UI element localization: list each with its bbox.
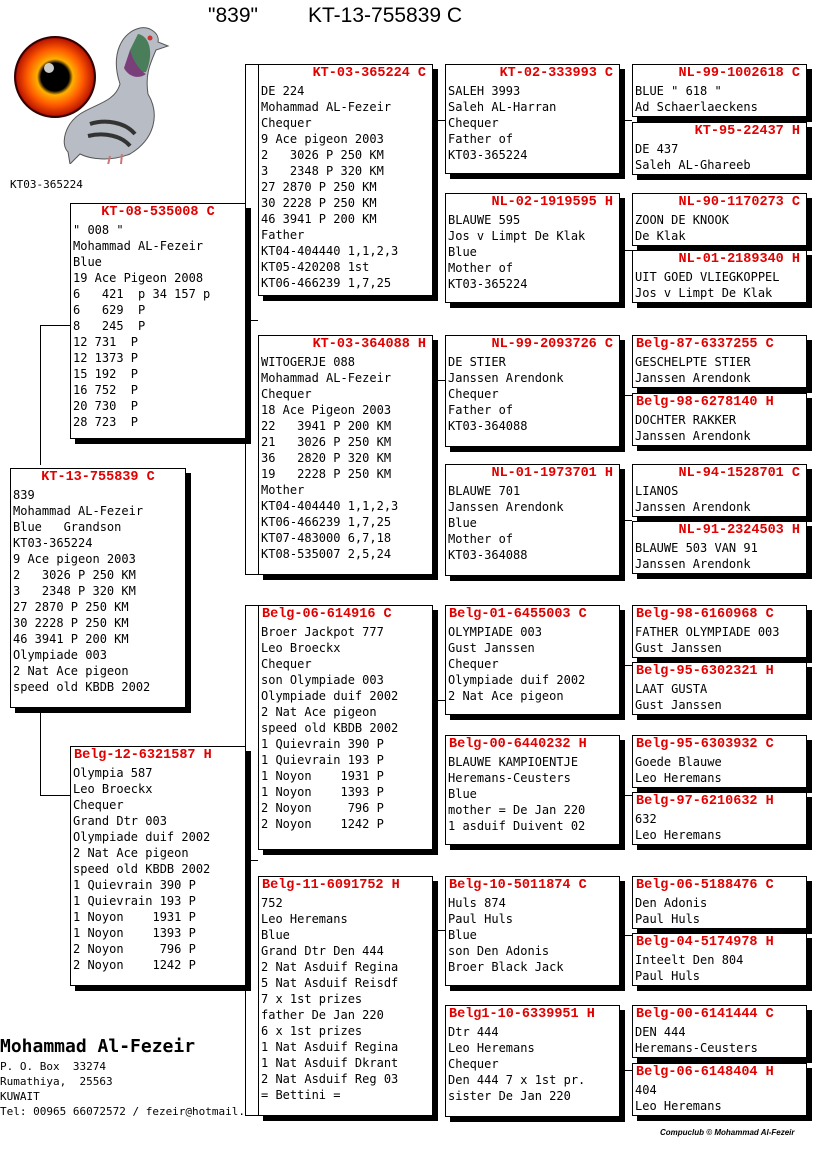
subject-details xyxy=(11,487,185,695)
detail-line: KT03-365224 xyxy=(448,277,528,291)
detail-line: Blue xyxy=(448,245,477,259)
grandparent-card[interactable] xyxy=(258,605,433,850)
pigeon-details xyxy=(259,83,432,291)
detail-line: Chequer xyxy=(261,387,312,401)
grandparent-card[interactable] xyxy=(258,64,433,296)
detail-line: 9 Ace pigeon 2003 xyxy=(13,552,136,566)
detail-line: Chequer xyxy=(448,657,499,671)
ancestor-card[interactable] xyxy=(632,193,807,246)
ring-number: Belg1-10-6339951 H xyxy=(449,1007,595,1022)
detail-line: sister De Jan 220 xyxy=(448,1089,571,1103)
ring-number: Belg-06-614916 C xyxy=(262,607,392,622)
detail-line: LIANOS xyxy=(635,484,679,498)
detail-line: Leo Heremans xyxy=(635,771,722,785)
detail-line: OLYMPIADE 003 xyxy=(448,625,542,639)
detail-line: 30 2228 P 250 KM xyxy=(13,616,129,630)
detail-line: Leo Broeckx xyxy=(73,782,153,796)
detail-line: KT08-535007 2,5,24 xyxy=(261,547,392,561)
pigeon-details xyxy=(633,624,806,656)
detail-line: " 008 " xyxy=(73,223,124,237)
detail-line: 2 Noyon 1242 P xyxy=(73,958,196,972)
detail-line: KT07-483000 6,7,18 xyxy=(261,531,392,545)
detail-line: 2 Noyon 796 P xyxy=(73,942,196,956)
detail-line: 16 752 P xyxy=(73,383,139,397)
detail-line: WITOGERJE 088 xyxy=(261,355,355,369)
pigeon-details xyxy=(633,269,806,301)
detail-line: Olympiade duif 2002 xyxy=(448,673,586,687)
ring-number: NL-02-1919595 H xyxy=(491,195,613,210)
detail-line: 21 3026 P 250 KM xyxy=(261,435,392,449)
detail-line: 8 245 P xyxy=(73,319,146,333)
detail-line: 46 3941 P 200 KM xyxy=(13,632,129,646)
ancestor-card[interactable] xyxy=(632,250,807,303)
great-grandparent-card[interactable] xyxy=(445,64,620,174)
detail-line: Heremans-Ceusters xyxy=(448,771,571,785)
ancestor-card[interactable] xyxy=(632,792,807,845)
detail-line: 3 2348 P 320 KM xyxy=(13,584,136,598)
detail-line: 2 Nat Asduif Reg 03 xyxy=(261,1072,399,1086)
logo-caption: KT03-365224 xyxy=(10,178,83,191)
detail-line: 9 Ace pigeon 2003 xyxy=(261,132,384,146)
pigeon-details xyxy=(633,483,806,515)
ancestor-card[interactable] xyxy=(632,933,807,986)
detail-line: 5 Nat Asduif Reisdf xyxy=(261,976,399,990)
detail-line: mother = De Jan 220 xyxy=(448,803,586,817)
detail-line: Janssen Arendonk xyxy=(635,429,751,443)
ring-number: Belg-01-6455003 C xyxy=(449,607,587,622)
detail-line: Blue xyxy=(448,516,477,530)
detail-line: BLAUWE KAMPIOENTJE xyxy=(448,755,579,769)
dam-details xyxy=(71,765,245,973)
detail-line: DE 224 xyxy=(261,84,305,98)
detail-line: Chequer xyxy=(261,657,312,671)
detail-line: Janssen Arendonk xyxy=(635,557,751,571)
ring-number: Belg-06-6148404 H xyxy=(636,1065,774,1080)
pigeon-details xyxy=(446,624,619,704)
detail-line: Father of xyxy=(448,132,514,146)
detail-line: 28 723 P xyxy=(73,415,139,429)
pigeon-details xyxy=(259,895,432,1103)
detail-line: 1 Quievrain 193 P xyxy=(261,753,384,767)
detail-line: GESCHELPTE STIER xyxy=(635,355,751,369)
ring-number: Belg-10-5011874 C xyxy=(449,878,587,893)
detail-line: 2 Noyon 1242 P xyxy=(261,817,384,831)
detail-line: Father xyxy=(261,228,305,242)
ancestor-card[interactable] xyxy=(632,464,807,517)
detail-line: KT06-466239 1,7,25 xyxy=(261,276,392,290)
ring-number: NL-94-1528701 C xyxy=(678,466,800,481)
detail-line: speed old KBDB 2002 xyxy=(261,721,399,735)
ring-number-header: KT-13-755839 C xyxy=(308,4,463,27)
ring-number: Belg-95-6303932 C xyxy=(636,737,774,752)
detail-line: De Klak xyxy=(635,229,686,243)
detail-line: Grand Dtr Den 444 xyxy=(261,944,384,958)
pigeon-details xyxy=(633,83,806,115)
detail-line: 2 Nat Asduif Regina xyxy=(261,960,399,974)
detail-line: Paul Huls xyxy=(448,912,514,926)
detail-line: Olympia 587 xyxy=(73,766,153,780)
detail-line: ZOON DE KNOOK xyxy=(635,213,729,227)
detail-line: Gust Janssen xyxy=(448,641,535,655)
detail-line: Janssen Arendonk xyxy=(635,371,751,385)
ring-number: NL-99-2093726 C xyxy=(491,337,613,352)
detail-line: 20 730 P xyxy=(73,399,139,413)
detail-line: father De Jan 220 xyxy=(261,1008,384,1022)
detail-line: BLAUWE 701 xyxy=(448,484,521,498)
detail-line: Mohammad AL-Fezeir xyxy=(261,371,392,385)
detail-line: Mohammad AL-Fezeir xyxy=(13,504,144,518)
pigeon-details xyxy=(259,624,432,832)
detail-line: Blue xyxy=(261,928,290,942)
ancestor-card[interactable] xyxy=(632,1005,807,1058)
detail-line: 22 3941 P 200 KM xyxy=(261,419,392,433)
ring-number: NL-91-2324503 H xyxy=(678,523,800,538)
address-line: P. O. Box 33274 xyxy=(0,1060,106,1073)
detail-line: Olympiade duif 2002 xyxy=(73,830,211,844)
pigeon-details xyxy=(633,412,806,444)
detail-line: 3 2348 P 320 KM xyxy=(261,164,384,178)
detail-line: Saleh AL-Ghareeb xyxy=(635,158,751,172)
ring-number: Belg-00-6141444 C xyxy=(636,1007,774,1022)
pigeon-details xyxy=(633,952,806,984)
detail-line: KT04-404440 1,1,2,3 xyxy=(261,244,399,258)
ancestor-card[interactable] xyxy=(632,335,807,388)
detail-line: Chequer xyxy=(261,116,312,130)
detail-line: 19 2228 P 250 KM xyxy=(261,467,392,481)
detail-line: Huls 874 xyxy=(448,896,506,910)
subject-ring: KT-13-755839 C xyxy=(41,470,155,485)
detail-line: BLUE " 618 " xyxy=(635,84,722,98)
ring-number: Belg-11-6091752 H xyxy=(262,878,400,893)
ring-number: Belg-98-6160968 C xyxy=(636,607,774,622)
ancestor-card[interactable] xyxy=(632,605,807,658)
ancestor-card[interactable] xyxy=(632,876,807,929)
detail-line: DOCHTER RAKKER xyxy=(635,413,737,427)
pigeon-details xyxy=(259,354,432,562)
detail-line: Jos v Limpt De Klak xyxy=(448,229,586,243)
detail-line: Leo Broeckx xyxy=(261,641,341,655)
detail-line: son Olympiade 003 xyxy=(261,673,384,687)
detail-line: Blue xyxy=(448,787,477,801)
detail-line: Broer Black Jack xyxy=(448,960,564,974)
detail-line: Broer Jackpot 777 xyxy=(261,625,384,639)
pigeon-details xyxy=(446,83,619,163)
ring-number: KT-03-365224 C xyxy=(312,66,426,81)
detail-line: Chequer xyxy=(448,1057,499,1071)
detail-line: Olympiade 003 xyxy=(13,648,107,662)
detail-line: 404 xyxy=(635,1083,657,1097)
detail-line: Dtr 444 xyxy=(448,1025,499,1039)
pigeon-details xyxy=(446,354,619,434)
detail-line: Jos v Limpt De Klak xyxy=(635,286,773,300)
detail-line: Ad Schaerlaeckens xyxy=(635,100,758,114)
detail-line: 2 Nat Ace pigeon xyxy=(448,689,564,703)
great-grandparent-card[interactable] xyxy=(445,193,620,303)
detail-line: speed old KBDB 2002 xyxy=(73,862,211,876)
detail-line: Paul Huls xyxy=(635,912,701,926)
detail-line: speed old KBDB 2002 xyxy=(13,680,151,694)
detail-line: Janssen Arendonk xyxy=(448,500,564,514)
detail-line: 1 Nat Asduif Regina xyxy=(261,1040,399,1054)
detail-line: KT03-364088 xyxy=(448,548,528,562)
detail-line: son Den Adonis xyxy=(448,944,550,958)
detail-line: Leo Heremans xyxy=(635,1099,722,1113)
ring-number: KT-02-333993 C xyxy=(499,66,613,81)
detail-line: 2 3026 P 250 KM xyxy=(261,148,384,162)
great-grandparent-card[interactable] xyxy=(445,1005,620,1117)
detail-line: 2 Nat Ace pigeon xyxy=(261,705,377,719)
dam-ring: Belg-12-6321587 H xyxy=(74,748,212,763)
pigeon-details xyxy=(446,895,619,975)
great-grandparent-card[interactable] xyxy=(445,735,620,845)
ring-number: Belg-87-6337255 C xyxy=(636,337,774,352)
dam-card[interactable] xyxy=(70,746,246,986)
ring-number: Belg-97-6210632 H xyxy=(636,794,774,809)
detail-line: Mohammad AL-Fezeir xyxy=(73,239,204,253)
grandparent-card[interactable] xyxy=(258,335,433,575)
ancestor-card[interactable] xyxy=(632,64,807,117)
detail-line: Inteelt Den 804 xyxy=(635,953,744,967)
pigeon-details xyxy=(633,1024,806,1056)
sire-card[interactable] xyxy=(70,203,246,439)
detail-line: = Bettini = xyxy=(261,1088,341,1102)
detail-line: 752 xyxy=(261,896,283,910)
detail-line: Den 444 7 x 1st pr. xyxy=(448,1073,586,1087)
detail-line: 2 Nat Ace pigeon xyxy=(73,846,189,860)
ancestor-card[interactable] xyxy=(632,521,807,574)
detail-line: Mother of xyxy=(448,532,514,546)
detail-line: Goede Blauwe xyxy=(635,755,722,769)
pigeon-eye-logo xyxy=(10,14,170,164)
ancestor-card[interactable] xyxy=(632,735,807,788)
subject-card[interactable] xyxy=(10,468,186,708)
ring-number: NL-01-1973701 H xyxy=(491,466,613,481)
detail-line: 30 2228 P 250 KM xyxy=(261,196,377,210)
detail-line: 1 Noyon 1393 P xyxy=(73,926,196,940)
detail-line: Father of xyxy=(448,403,514,417)
detail-line: LAAT GUSTA xyxy=(635,682,708,696)
great-grandparent-card[interactable] xyxy=(445,335,620,447)
ring-number: KT-95-22437 H xyxy=(694,124,800,139)
detail-line: Gust Janssen xyxy=(635,698,722,712)
detail-line: Den Adonis xyxy=(635,896,708,910)
detail-line: Mother of xyxy=(448,261,514,275)
detail-line: Grand Dtr 003 xyxy=(73,814,167,828)
detail-line: 6 x 1st prizes xyxy=(261,1024,363,1038)
ring-number: NL-99-1002618 C xyxy=(678,66,800,81)
detail-line: 2 Nat Ace pigeon xyxy=(13,664,129,678)
detail-line: 839 xyxy=(13,488,35,502)
detail-line: KT06-466239 1,7,25 xyxy=(261,515,392,529)
detail-line: Janssen Arendonk xyxy=(448,371,564,385)
detail-line: 2 Noyon 796 P xyxy=(261,801,384,815)
owner-info xyxy=(0,1035,245,1119)
address-line: KUWAIT xyxy=(0,1090,40,1103)
sire-ring: KT-08-535008 C xyxy=(101,205,215,220)
detail-line: 1 Noyon 1931 P xyxy=(73,910,196,924)
detail-line: KT05-420208 1st xyxy=(261,260,370,274)
detail-line: DE 437 xyxy=(635,142,679,156)
detail-line: 1 Noyon 1393 P xyxy=(261,785,384,799)
detail-line: Gust Janssen xyxy=(635,641,722,655)
detail-line: BLAUWE 503 VAN 91 xyxy=(635,541,758,555)
detail-line: Paul Huls xyxy=(635,969,701,983)
detail-line: Heremans-Ceusters xyxy=(635,1041,758,1055)
detail-line: Mother xyxy=(261,483,305,497)
pigeon-details xyxy=(633,811,806,843)
detail-line: 36 2820 P 320 KM xyxy=(261,451,392,465)
detail-line: 15 192 P xyxy=(73,367,139,381)
detail-line: 632 xyxy=(635,812,657,826)
pigeon-details xyxy=(633,212,806,244)
ancestor-card[interactable] xyxy=(632,122,807,175)
ancestor-card[interactable] xyxy=(632,662,807,715)
detail-line: Blue Grandson xyxy=(13,520,122,534)
detail-line: 7 x 1st prizes xyxy=(261,992,363,1006)
detail-line: BLAUWE 595 xyxy=(448,213,521,227)
grandparent-card[interactable] xyxy=(258,876,433,1116)
ring-number: Belg-98-6278140 H xyxy=(636,395,774,410)
ring-number: Belg-00-6440232 H xyxy=(449,737,587,752)
copyright-credit: Compuclub © Mohammad Al-Fezeir xyxy=(660,1128,795,1137)
sire-details xyxy=(71,222,245,430)
pigeon-details xyxy=(633,540,806,572)
detail-line: SALEH 3993 xyxy=(448,84,521,98)
pigeon-name-header: "839" xyxy=(208,4,258,27)
detail-line: KT03-364088 xyxy=(448,419,528,433)
detail-line: 2 3026 P 250 KM xyxy=(13,568,136,582)
pigeon-details xyxy=(633,895,806,927)
address-line: Rumathiya, 25563 xyxy=(0,1075,113,1088)
detail-line: Leo Heremans xyxy=(635,828,722,842)
detail-line: 6 629 P xyxy=(73,303,146,317)
pigeon-details xyxy=(446,1024,619,1104)
pigeon-details xyxy=(633,754,806,786)
great-grandparent-card[interactable] xyxy=(445,464,620,576)
detail-line: Chequer xyxy=(73,798,124,812)
detail-line: 12 731 P xyxy=(73,335,139,349)
ring-number: Belg-06-5188476 C xyxy=(636,878,774,893)
pigeon-details xyxy=(633,141,806,173)
pigeon-details xyxy=(633,681,806,713)
detail-line: 27 2870 P 250 KM xyxy=(13,600,129,614)
detail-line: 1 Noyon 1931 P xyxy=(261,769,384,783)
detail-line: Chequer xyxy=(448,387,499,401)
pigeon-details xyxy=(633,354,806,386)
owner-name: Mohammad Al-Fezeir xyxy=(0,1036,196,1057)
detail-line: 1 Quievrain 390 P xyxy=(261,737,384,751)
ring-number: NL-01-2189340 H xyxy=(678,252,800,267)
detail-line: Saleh AL-Harran xyxy=(448,100,557,114)
detail-line: Chequer xyxy=(448,116,499,130)
ring-number: Belg-04-5174978 H xyxy=(636,935,774,950)
pigeon-details xyxy=(446,483,619,563)
ring-number: KT-03-364088 H xyxy=(312,337,426,352)
detail-line: DE STIER xyxy=(448,355,506,369)
ancestor-card[interactable] xyxy=(632,393,807,446)
pigeon-details xyxy=(633,1082,806,1114)
detail-line: Mohammad AL-Fezeir xyxy=(261,100,392,114)
contact-line: Tel: 00965 66072572 / fezeir@hotmail. xyxy=(0,1105,246,1118)
great-grandparent-card[interactable] xyxy=(445,876,620,986)
detail-line: 6 421 p 34 157 p xyxy=(73,287,211,301)
detail-line: 12 1373 P xyxy=(73,351,139,365)
detail-line: 1 Nat Asduif Dkrant xyxy=(261,1056,399,1070)
detail-line: UIT GOED VLIEGKOPPEL xyxy=(635,270,780,284)
ring-number: Belg-95-6302321 H xyxy=(636,664,774,679)
detail-line: 46 3941 P 200 KM xyxy=(261,212,377,226)
detail-line: KT03-365224 xyxy=(448,148,528,162)
detail-line: 1 Quievrain 193 P xyxy=(73,894,196,908)
detail-line: 1 Quievrain 390 P xyxy=(73,878,196,892)
detail-line: 1 asduif Duivent 02 xyxy=(448,819,586,833)
detail-line: 19 Ace Pigeon 2008 xyxy=(73,271,204,285)
pigeon-details xyxy=(446,212,619,292)
ancestor-card[interactable] xyxy=(632,1063,807,1116)
detail-line: Blue xyxy=(73,255,102,269)
detail-line: 27 2870 P 250 KM xyxy=(261,180,377,194)
detail-line: KT04-404440 1,1,2,3 xyxy=(261,499,399,513)
detail-line: Leo Heremans xyxy=(448,1041,535,1055)
detail-line: 18 Ace Pigeon 2003 xyxy=(261,403,392,417)
detail-line: Leo Heremans xyxy=(261,912,348,926)
detail-line: KT03-365224 xyxy=(13,536,93,550)
detail-line: Olympiade duif 2002 xyxy=(261,689,399,703)
detail-line: Blue xyxy=(448,928,477,942)
detail-line: FATHER OLYMPIADE 003 xyxy=(635,625,780,639)
great-grandparent-card[interactable] xyxy=(445,605,620,715)
detail-line: Janssen Arendonk xyxy=(635,500,751,514)
detail-line: DEN 444 xyxy=(635,1025,686,1039)
ring-number: NL-90-1170273 C xyxy=(678,195,800,210)
pigeon-details xyxy=(446,754,619,834)
